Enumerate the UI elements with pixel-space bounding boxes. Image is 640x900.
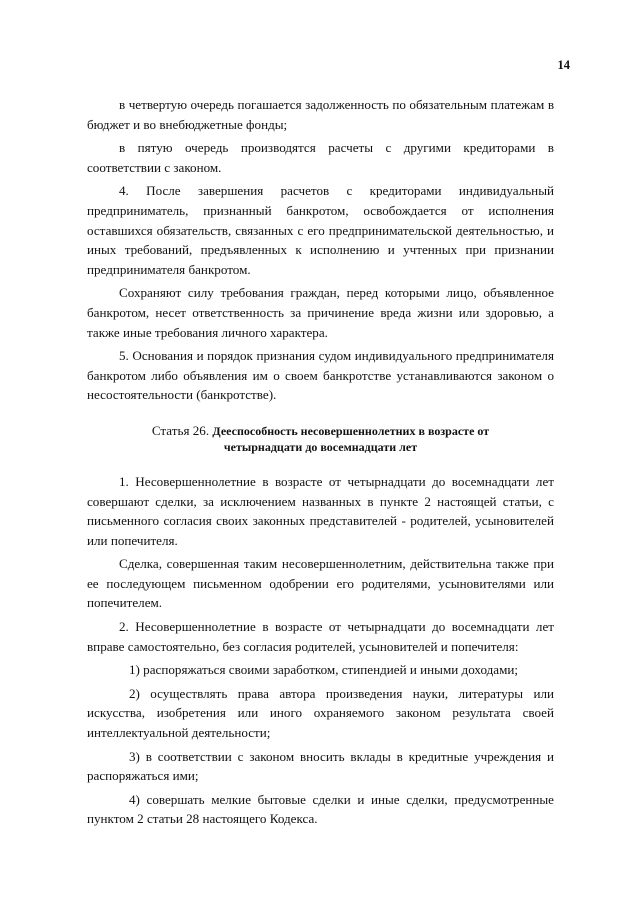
paragraph-clause-4: 4. После завершения расчетов с кредиторами индивидуальный предприниматель, признанный банкротом, освобождается от исполнения оставшихся обязательств, связанных с его предпринимательской деятельностью, и иных требований, предъявленных к исполнению и учтенных при признании предпринимателя банкротом. (87, 183, 554, 277)
page-number: 14 (557, 58, 570, 72)
list-item-deposits: 3) в соответствии с законом вносить вклады в кредитные учреждения и распоряжаться ими; (87, 748, 554, 784)
list-item-earnings: 1) распоряжаться своими заработком, стипендией и иными доходами; (129, 662, 519, 678)
paragraph-retained-claims: Сохраняют силу требования граждан, перед которыми лицо, объявленное банкротом, несет ответственность за причинение вреда жизни или здоровью, а также иные требования личного характера. (87, 285, 554, 340)
paragraph-queue-five: в пятую очередь производятся расчеты с другими кредиторами в соответствии с законом. (87, 140, 554, 175)
article-title-part-2: четырнадцати до восемнадцати лет (223, 440, 418, 455)
paragraph-article-clause-2: 2. Несовершеннолетние в возрасте от четырнадцати до восемнадцати лет вправе самостоятельно, без согласия родителей, усыновителей и попечителя: (87, 619, 554, 654)
article-heading (87, 423, 554, 456)
paragraph-transaction-approval: Сделка, совершенная таким несовершеннолетним, действительна также при ее последующем письменном одобрении его родителями, усыновителями или попечителем. (87, 556, 554, 611)
article-title-part-1: Дееспособность несовершеннолетних в возрасте от (212, 423, 490, 438)
article-label: Статья 26. (151, 422, 210, 438)
document-body (87, 95, 554, 829)
list-item-minor-transactions: 4) совершать мелкие бытовые сделки и иные сделки, предусмотренные пунктом 2 статьи 28 настоящего Кодекса. (87, 791, 554, 827)
list-item-author-rights: 2) осуществлять права автора произведения науки, литературы или искусства, изобретения или иного охраняемого законом результата своей интеллектуальной деятельности; (87, 685, 554, 741)
paragraph-article-clause-1: 1. Несовершеннолетние в возрасте от четырнадцати до восемнадцати лет совершают сделки, за исключением названных в пункте 2 настоящей статьи, с письменного согласия своих законных представителей - родителей, усыновителей или попечителя. (87, 473, 554, 548)
paragraph-queue-four: в четвертую очередь погашается задолженность по обязательным платежам в бюджет и во внебюджетные фонды; (87, 97, 554, 132)
article-heading-line-1 (87, 423, 554, 440)
paragraph-clause-5: 5. Основания и порядок признания судом индивидуального предпринимателя банкротом либо объявления им о своем банкротстве устанавливаются законом о несостоятельности (банкротстве). (87, 348, 554, 403)
